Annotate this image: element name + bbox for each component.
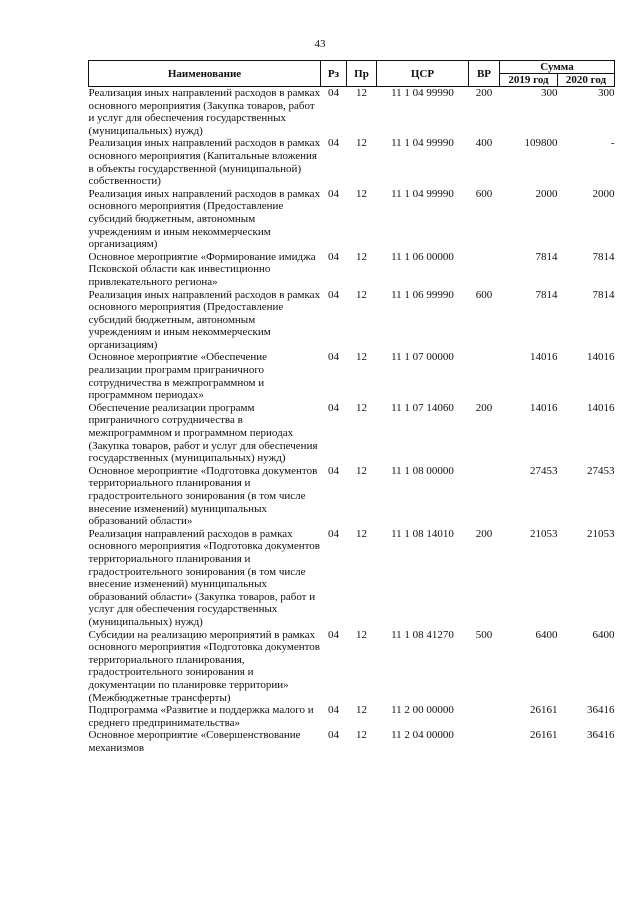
row-vr [469,704,500,729]
table-row [89,289,615,352]
row-sum-2020: 36416 [587,729,615,742]
row-sum-2019: 26161 [530,729,558,742]
row-sum-2019: 7814 [535,250,558,263]
budget-table [88,60,615,754]
row-csr: 11 1 06 00000 [391,250,454,263]
header-rz: Рз [321,61,347,87]
row-name: Реализация иных направлений расходов в рамках основного мероприятия (Капитальные вложения в объекты государственной (муниципальной) собственности) [88,137,321,188]
header-vr: ВР [469,61,500,87]
row-vr: 600 [475,187,493,200]
row-sum-2019: 26161 [530,704,558,717]
row-rz: 04 [328,87,339,99]
row-csr: 11 1 08 41270 [391,628,454,641]
row-name: Обеспечение реализации программ приграничного сотрудничества в межпрограммном и программном периодах (Закупка товаров, работ и услуг для обеспечения государственных (муниципальных) нужд) [88,401,318,465]
header-sum: Сумма [500,61,615,74]
table-row [89,629,615,705]
row-rz: 04 [328,527,339,540]
table-row [89,87,615,138]
header-csr: ЦСР [377,61,469,87]
row-pr: 12 [356,464,367,477]
header-2020: 2020 год [558,74,615,87]
row-csr: 11 1 07 14060 [391,401,454,414]
row-sum-2020: - [610,137,615,150]
row-sum-2019: 6400 [535,628,558,641]
row-name: Реализация иных направлений расходов в рамках основного мероприятия (Предоставление субсидий бюджетным, автономным учреждениям и иным некоммерческим организациям) [88,288,321,351]
header-2019: 2019 год [500,74,558,87]
row-sum-2019: 109800 [524,137,558,150]
row-pr: 12 [356,704,367,717]
table-row [89,465,615,528]
row-vr: 200 [475,87,493,99]
row-pr: 12 [356,187,367,200]
row-vr [469,729,500,754]
row-sum-2019: 21053 [530,527,558,540]
row-sum-2019: 14016 [530,401,558,414]
row-sum-2020: 7814 [592,250,615,263]
row-rz: 04 [328,464,339,477]
row-csr: 11 1 07 00000 [391,351,454,364]
row-csr: 11 1 08 00000 [391,464,454,477]
row-rz: 04 [328,137,339,150]
row-name: Подпрограмма «Развитие и поддержка малого и среднего предпринимательства» [88,704,314,729]
header-name: Наименование [89,61,321,87]
row-rz: 04 [328,704,339,717]
row-pr: 12 [356,729,367,742]
row-sum-2019: 27453 [530,464,558,477]
table-row [89,137,615,187]
row-sum-2020: 300 [598,87,615,99]
row-sum-2019: 7814 [535,288,558,301]
row-csr: 11 1 04 99990 [391,137,454,150]
table-row [89,351,615,401]
row-csr: 11 2 00 00000 [391,704,454,717]
row-pr: 12 [356,401,367,414]
row-sum-2020: 36416 [587,704,615,717]
row-pr: 12 [356,288,367,301]
row-name: Основное мероприятие «Совершенствование механизмов [88,729,301,754]
row-name: Основное мероприятие «Обеспечение реализации программ приграничного сотрудничества в межпрограммном и программном периодах» [88,351,268,402]
row-vr [469,465,500,528]
table-header [89,61,615,87]
table-row [89,528,615,629]
table-row [89,402,615,465]
row-name: Реализация иных направлений расходов в рамках основного мероприятия (Предоставление субсидий бюджетным, автономным учреждениям и иным некоммерческим организациям) [88,187,321,251]
row-pr: 12 [356,527,367,540]
row-rz: 04 [328,288,339,301]
row-sum-2020: 14016 [587,401,615,414]
row-sum-2020: 21053 [587,527,615,540]
header-pr: Пр [347,61,377,87]
row-rz: 04 [328,401,339,414]
row-rz: 04 [328,628,339,641]
row-sum-2019: 300 [541,87,558,99]
row-sum-2020: 27453 [587,464,615,477]
row-csr: 11 2 04 00000 [391,729,454,742]
row-sum-2019: 14016 [530,351,558,364]
row-vr [469,251,500,289]
row-pr: 12 [356,628,367,641]
row-vr: 500 [475,628,493,641]
row-name: Основное мероприятие «Формирование имиджа Псковской области как инвестиционно привлекательного региона» [88,250,316,288]
row-rz: 04 [328,729,339,742]
row-name: Основное мероприятие «Подготовка документов территориального планирования и градостроительного зонирования (в том числе внесение изменений) муниципальных образований области» [88,464,318,528]
row-vr: 200 [475,527,493,540]
table-body [89,87,615,755]
row-name: Реализация иных направлений расходов в рамках основного мероприятия (Закупка товаров, работ и услуг для обеспечения государственных (муниципальных) нужд) [88,87,321,137]
page-number: 43 [314,38,326,50]
row-sum-2019: 2000 [535,187,558,200]
row-vr [469,351,500,401]
row-sum-2020: 2000 [592,187,615,200]
row-sum-2020: 7814 [592,288,615,301]
row-name: Субсидии на реализацию мероприятий в рамках основного мероприятия «Подготовка документов территориального планирования, градостроительного зонирования и документации по планировке территории» (Межбюджетные трансферты) [88,628,320,704]
row-rz: 04 [328,250,339,263]
row-rz: 04 [328,187,339,200]
row-vr: 200 [475,401,493,414]
row-vr: 400 [475,137,493,150]
row-rz: 04 [328,351,339,364]
row-name: Реализация направлений расходов в рамках основного мероприятия «Подготовка документов территориального планирования и градостроительного зонирования (в том числе внесение изменений) муниципальных образований области» (Закупка товаров, работ и услуг для обеспечения государственных (муниципальных) нужд) [88,527,320,628]
row-sum-2020: 14016 [587,351,615,364]
table-row [89,251,615,289]
row-pr: 12 [356,87,367,99]
row-csr: 11 1 08 14010 [391,527,454,540]
row-pr: 12 [356,250,367,263]
row-pr: 12 [356,351,367,364]
table-row [89,704,615,729]
table-row [89,729,615,754]
row-pr: 12 [356,137,367,150]
row-csr: 11 1 06 99990 [391,288,454,301]
row-vr: 600 [475,288,493,301]
row-sum-2020: 6400 [592,628,615,641]
row-csr: 11 1 04 99990 [391,187,454,200]
table-row [89,188,615,251]
row-csr: 11 1 04 99990 [391,87,454,99]
